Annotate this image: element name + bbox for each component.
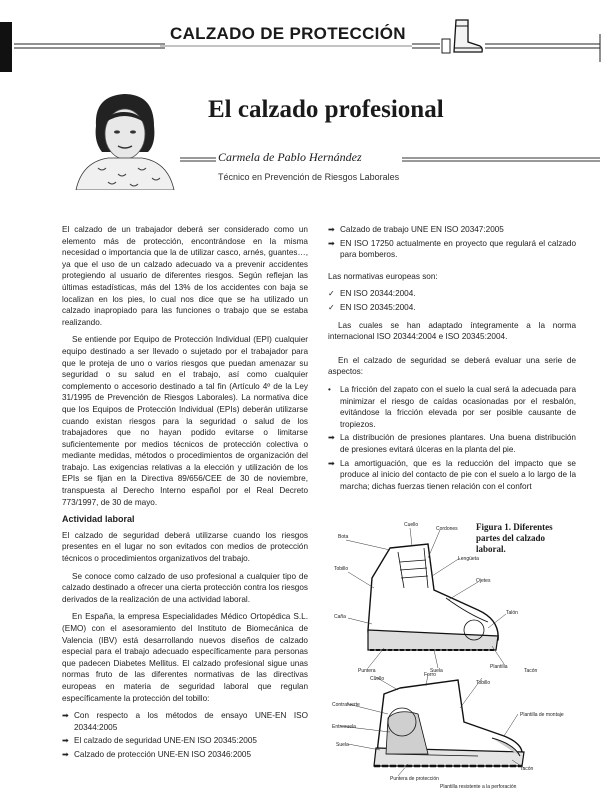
figure-label: Caña xyxy=(334,614,346,620)
standards-list xyxy=(328,224,576,261)
author-name: Carmela de Pablo Hernández xyxy=(218,150,362,164)
subheading: Actividad laboral xyxy=(62,514,135,525)
arrow-icon: ➡ xyxy=(62,711,69,721)
boot-icon xyxy=(450,18,484,58)
section-title: CALZADO DE PROTECCIÓN xyxy=(170,24,406,43)
figure-label: Ojetes xyxy=(476,578,491,584)
arrow-icon: ➡ xyxy=(62,749,69,759)
arrow-icon: ➡ xyxy=(62,736,69,746)
figure-label: Plantilla xyxy=(490,664,508,670)
figure-label: Tobillo xyxy=(476,680,491,686)
figure-label: Contrafuerte xyxy=(332,702,360,708)
figure-label: Tacón xyxy=(524,668,538,674)
author-photo xyxy=(68,82,180,190)
standards-list xyxy=(62,710,308,760)
arrow-icon: ➡ xyxy=(328,238,335,248)
paragraph: El calzado de un trabajador deberá ser considerado como un elemento más de protección, encontrándose en la misma necesidad o importancia que la de utilizar casco, arnés, guantes…, ya que el uso de un calzado adecuado va a prevenir accidentes protegiendo al usuario de diferentes riesgos. Según reflejan las últimas estadísticas, más del 13% de los accidentes con baja se localizan en los pies, lo cual nos dice que se ha utilizado un calzado inapropiado para las funciones o trabajo que se estaba realizando. xyxy=(62,225,308,327)
list-item: ➡ La distribución de presiones plantares. Una buena distribución de presiones evitará úlceras en la planta del pie. xyxy=(328,433,576,454)
paragraph: Las normativas europeas son: xyxy=(328,271,438,281)
check-icon: ✓ xyxy=(328,302,335,312)
figure-label: Plantilla de montaje xyxy=(520,712,564,718)
paragraph: En España, la empresa Especialidades Médico Ortopédica S.L. (EMO) con el asesoramiento del Instituto de Biomecánica de Valencia (IBV) está desarrollando nuevos diseños de calzado especial para el trabajo adecuado específicamente para personas que padecen Diabetes Mellitus. El calzado profesional sigue unas normas fruto de las diferentes normativas de las directivas europeas en materia de seguridad laboral que regulan específicamente la protección del tobillo: xyxy=(62,612,308,703)
list-item: ➡ La amortiguación, que es la reducción del impacto que se produce al inicio del contacto de pie con el suelo a lo largo de la marcha; dichas fuerzas tienen relación con el confort xyxy=(328,458,576,491)
figure-label: Plantilla resistente a la perforación xyxy=(440,784,517,790)
arrow-icon: ➡ xyxy=(328,225,335,234)
figure-label: Tobillo xyxy=(334,566,349,572)
figure-label: Cuello xyxy=(404,522,419,528)
list-item: ➡ Calzado de protección UNE-EN ISO 20346:2005 xyxy=(62,749,252,759)
paragraph: En el calzado de seguridad se deberá evaluar una serie de aspectos: xyxy=(328,355,576,377)
list-item: ✓ EN ISO 20345:2004. xyxy=(328,302,416,312)
figure-label: Tacón xyxy=(520,766,534,772)
check-icon: ✓ xyxy=(328,289,335,299)
figure-label: Forro xyxy=(424,672,436,678)
figure-label: Entresuela xyxy=(332,724,356,730)
figure-label: Suela xyxy=(336,742,349,748)
norms-list xyxy=(328,288,576,313)
right-column xyxy=(328,224,576,498)
list-item: ✓ EN ISO 20344:2004. xyxy=(328,289,416,299)
paragraph: Las cuales se han adaptado íntegramente a la norma internacional ISO 20344:2004 e ISO 20345:2004. xyxy=(328,320,576,342)
list-item: • La fricción del zapato con el suelo la cual será la adecuada para minimizar el riesgo de caídas ocasionadas por el resbalón, evitándose la fricción elevada por ser posible causante de tropiezos. xyxy=(328,384,576,429)
figure-caption: Figura 1. Diferentes partes del calzado laboral. xyxy=(476,522,553,554)
figure-label: Cordones xyxy=(436,526,458,532)
list-item: ➡ Con respecto a los métodos de ensayo UNE-EN ISO 20344:2005 xyxy=(62,711,308,732)
paragraph: Se conoce como calzado de uso profesional a cualquier tipo de calzado destinado a ofrecer una cierta protección contra los riesgos derivados de la realización de una actividad laboral. xyxy=(62,571,308,604)
bullet-icon: • xyxy=(328,384,331,394)
left-column xyxy=(62,224,308,767)
figure-label: Talón xyxy=(506,610,518,616)
paragraph: Se entiende por Equipo de Protección Individual (EPI) cualquier equipo destinado a ser llevado o sujetado por el trabajador para que le proteja de uno o varios riesgos que puedan amenazar su seguridad o su salud en el trabajo, así como cualquier complemento o accesorio destinado a tal fin (Artículo 4º de la Ley 31/1995 de Prevención de Riesgos Laborales). La normativa dice que los Equipos de Protección Individual (EPIs) deberán utilizarse cuando existan riesgos para la seguridad o salud de los trabajadores que no hayan podido evitarse o limitarse suficientemente por medios técnicos de protección colectiva o mediante medidas, métodos o procedimientos de organización del trabajo. Las exigencias relativas a la elección y utilización de los EPIs se fijan en la Directiva 89/656/CEE de 30 de noviembre, transpuesta al Derecho Interno español por el Real Decreto 773/1997, de 30 de mayo. xyxy=(62,335,308,507)
figure-label: Bota xyxy=(338,534,349,540)
figure-label: Puntera de protección xyxy=(390,776,439,782)
list-item: ➡ EN ISO 17250 actualmente en proyecto que regulará el calzado para bomberos. xyxy=(328,238,576,260)
boot-illustration-bottom xyxy=(374,680,524,766)
author-role: Técnico en Prevención de Riesgos Laborales xyxy=(218,172,400,182)
arrow-icon: ➡ xyxy=(328,458,335,468)
article-title: El calzado profesional xyxy=(208,96,444,123)
figure-label: Lengüeta xyxy=(458,556,479,562)
arrow-icon: ➡ xyxy=(328,433,335,443)
paragraph: El calzado de seguridad deberá utilizarse cuando los riesgos presentes en el lugar no son evitados con medios de protección técnicos o procedimientos organizativos del trabajo. xyxy=(62,530,308,564)
aspects-list xyxy=(328,384,576,492)
figure-label: Puntera xyxy=(358,668,376,674)
figure-label: Suela xyxy=(430,668,443,674)
list-item: ➡ El calzado de seguridad UNE-EN ISO 20345:2005 xyxy=(62,736,257,746)
list-item: ➡ Calzado de trabajo UNE EN ISO 20347:2005 xyxy=(328,225,504,234)
figure-label: Cuello xyxy=(370,676,385,682)
